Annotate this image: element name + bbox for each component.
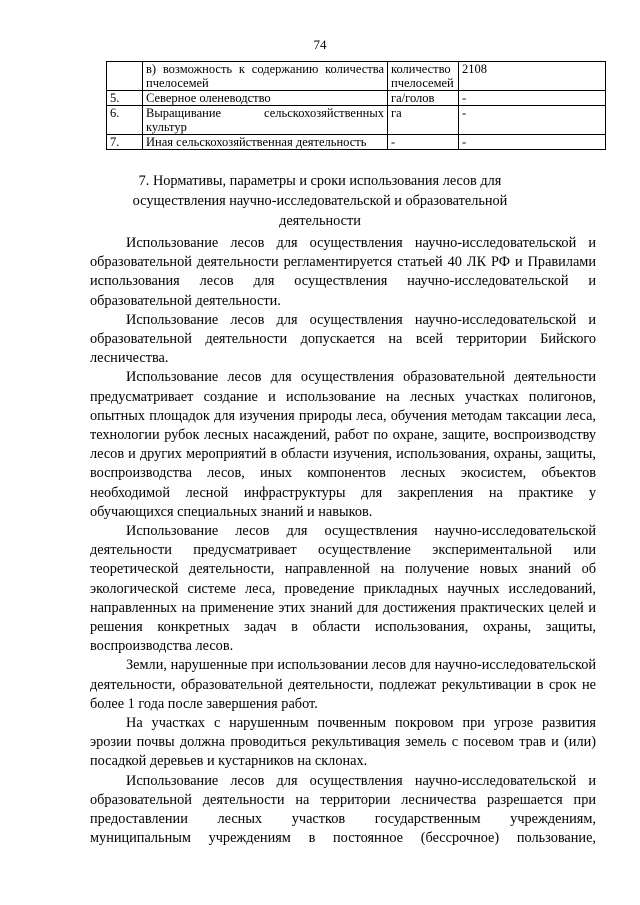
table-cell-unit: количество пчелосемей [388, 62, 459, 91]
table-row [107, 62, 606, 91]
table-cell-unit: га/голов [388, 91, 459, 106]
table-row [107, 91, 606, 106]
table-cell-number: 7. [107, 135, 143, 150]
table-cell-activity: Северное оленеводство [143, 91, 388, 106]
table-cell-number: 5. [107, 91, 143, 106]
table-cell-unit: - [388, 135, 459, 150]
table-cell-unit: га [388, 106, 459, 135]
paragraph: Использование лесов для осуществления научно-исследовательской и образовательной деятельности регламентируется статьей 40 ЛК РФ и Правилами использования лесов для осуществления научно-исследовательской и образовательной деятельности. [90, 235, 596, 309]
paragraph: На участках с нарушенным почвенным покровом при угрозе развития эрозии почвы должна проводиться рекультивация земель с посевом трав и (или) посадкой деревьев и кустарников на склонах. [90, 715, 596, 770]
paragraph: Использование лесов для осуществления научно-исследовательской и образовательной деятельности на территории лесничества разрешается при предоставлении лесных участков государственным учреждениям, муниципальным учреждениям в постоянное (бессрочное) пользование, [90, 772, 596, 847]
table-row [107, 106, 606, 135]
table-cell-value: 2108 [459, 62, 606, 91]
page-number: 74 [313, 37, 327, 52]
table-cell-activity: Иная сельскохозяйственная деятельность [143, 135, 388, 150]
table-cell-number: 6. [107, 106, 143, 135]
paragraph: Земли, нарушенные при использовании лесов для научно-исследовательской деятельности, образовательной деятельности, подлежат рекультивации в срок не более 1 года после завершения работ. [90, 657, 596, 712]
paragraph: Использование лесов для осуществления научно-исследовательской деятельности предусматривает осуществление экспериментальной или теоретической деятельности, направленной на получение новых знаний об экологической системе леса, проведение прикладных научных исследований, направленных на применение этих знаний для достижения практических целей и решения конкретных задач в области использования, охраны, защиты, воспроизводства лесов. [90, 523, 596, 655]
paragraph: Использование лесов для осуществления научно-исследовательской и образовательной деятельности допускается на всей территории Бийского лесничества. [90, 311, 596, 367]
table-cell-activity: в) возможность к содержанию количества пчелосемей [143, 62, 388, 91]
table-cell-activity: Выращивание сельскохозяйственных культур [143, 106, 388, 135]
table-cell-value: - [459, 135, 606, 150]
activity-table [106, 61, 606, 150]
table-cell-number [107, 62, 143, 91]
paragraph: Использование лесов для осуществления образовательной деятельности предусматривает создание и использование на лесных участках полигонов, опытных площадок для изучения природы леса, обучения методам таксации леса, технологии рубок лесных насаждений, работ по охране, защите, воспроизводству лесов и других мероприятий в области изучения, использования, охраны, защиты, воспроизводства лесов, иных компонентов лесных экосистем, объектов необходимой лесной инфраструктуры для закрепления на практике у обучающихся специальных знаний и навыков. [90, 369, 596, 520]
body-text [90, 234, 596, 849]
table-cell-value: - [459, 106, 606, 135]
table-cell-value: - [459, 91, 606, 106]
section-heading: 7. Нормативы, параметры и сроки использования лесов для осуществления научно-исследовательской и образовательной деятельности [132, 173, 508, 229]
table-row [107, 135, 606, 150]
